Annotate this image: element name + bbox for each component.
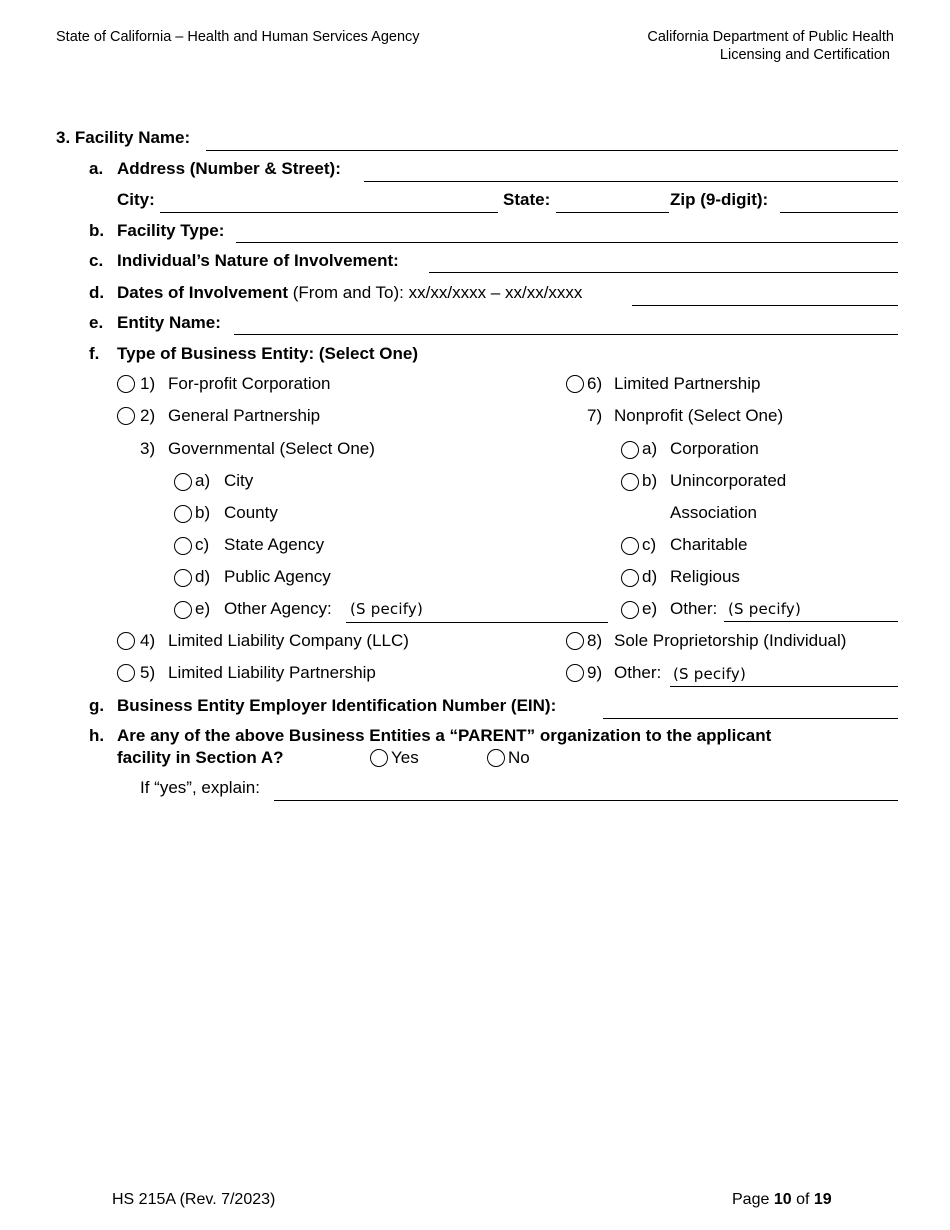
page-word: Page — [732, 1191, 770, 1208]
entity-name-field[interactable] — [234, 334, 898, 335]
ein-label: Business Entity Employer Identification Number (EIN): — [117, 696, 557, 715]
np-d-label: Religious — [670, 567, 740, 586]
zip-field[interactable] — [780, 212, 898, 213]
option-9-label: Other: — [614, 663, 662, 682]
gov-d-letter: d) — [195, 567, 211, 586]
np-d-letter: d) — [642, 567, 658, 586]
radio-gov-state-agency[interactable] — [174, 537, 192, 555]
radio-np-religious[interactable] — [621, 569, 639, 587]
gov-e-label: Other Agency: — [224, 599, 332, 618]
other-entity-field[interactable] — [670, 686, 898, 687]
np-a-letter: a) — [642, 439, 658, 458]
address-field[interactable] — [364, 181, 898, 182]
radio-other-entity[interactable] — [566, 664, 584, 682]
dates-of-involvement-field[interactable] — [632, 305, 898, 306]
radio-np-charitable[interactable] — [621, 537, 639, 555]
radio-gov-county[interactable] — [174, 505, 192, 523]
address-label: Address (Number & Street): — [117, 159, 341, 178]
parent-no-label: No — [508, 748, 530, 767]
np-b-label: Unincorporated — [670, 471, 787, 490]
radio-gov-other-agency[interactable] — [174, 601, 192, 619]
option-1-label: For-profit Corporation — [168, 374, 331, 393]
dates-label-bold: Dates of Involvement — [117, 283, 288, 302]
state-label: State: — [503, 190, 551, 209]
np-b-label-line2: Association — [670, 503, 757, 522]
dates-of-involvement-label — [117, 284, 582, 301]
radio-llc[interactable] — [117, 632, 135, 650]
option-7-label: Nonprofit (Select One) — [614, 406, 784, 425]
of-word: of — [796, 1191, 810, 1208]
gov-d-label: Public Agency — [224, 567, 331, 586]
zip-label: Zip (9-digit): — [670, 190, 769, 209]
option-2-num: 2) — [140, 406, 156, 425]
option-7-num: 7) — [587, 406, 603, 425]
gov-c-label: State Agency — [224, 535, 325, 554]
business-entity-type-label: Type of Business Entity: (Select One) — [117, 344, 419, 363]
gov-e-letter: e) — [195, 599, 211, 618]
option-3-label: Governmental (Select One) — [168, 439, 375, 458]
facility-name-field[interactable] — [206, 150, 898, 151]
dates-label-rest: (From and To): xx/xx/xxxx – xx/xx/xxxx — [292, 283, 583, 302]
option-5-label: Limited Liability Partnership — [168, 663, 376, 682]
np-a-label: Corporation — [670, 439, 759, 458]
nature-of-involvement-field[interactable] — [429, 272, 898, 273]
option-4-num: 4) — [140, 631, 156, 650]
radio-for-profit-corporation[interactable] — [117, 375, 135, 393]
gov-a-letter: a) — [195, 471, 211, 490]
header-department: California Department of Public Health — [647, 29, 894, 45]
radio-np-corporation[interactable] — [621, 441, 639, 459]
parent-yes-label: Yes — [391, 748, 419, 767]
explain-field[interactable] — [274, 800, 898, 801]
ein-field[interactable] — [603, 718, 898, 719]
np-other-placeholder: (S pecify) — [728, 600, 802, 618]
option-8-label: Sole Proprietorship (Individual) — [614, 631, 847, 650]
city-field[interactable] — [160, 212, 498, 213]
page-number — [732, 1192, 832, 1208]
parent-question-line1: Are any of the above Business Entities a “PARENT” organization to the applicant — [117, 726, 772, 745]
option-6-num: 6) — [587, 374, 603, 393]
city-label: City: — [117, 190, 155, 209]
gov-b-label: County — [224, 503, 278, 522]
np-b-letter: b) — [642, 471, 658, 490]
radio-parent-no[interactable] — [487, 749, 505, 767]
np-c-letter: c) — [642, 535, 657, 554]
radio-limited-partnership[interactable] — [566, 375, 584, 393]
radio-general-partnership[interactable] — [117, 407, 135, 425]
header-agency: State of California – Health and Human Services Agency — [56, 29, 420, 45]
page-current: 10 — [773, 1191, 792, 1208]
gov-b-letter: b) — [195, 503, 211, 522]
item-f-marker: f. — [89, 344, 100, 363]
facility-type-field[interactable] — [236, 242, 898, 243]
radio-sole-proprietorship[interactable] — [566, 632, 584, 650]
option-5-num: 5) — [140, 663, 156, 682]
item-g-marker: g. — [89, 696, 105, 715]
nature-of-involvement-label: Individual’s Nature of Involvement: — [117, 251, 399, 270]
np-c-label: Charitable — [670, 535, 748, 554]
option-3-num: 3) — [140, 439, 156, 458]
radio-np-unincorporated-association[interactable] — [621, 473, 639, 491]
state-field[interactable] — [556, 212, 669, 213]
radio-gov-public-agency[interactable] — [174, 569, 192, 587]
other-agency-placeholder: (S pecify) — [350, 600, 424, 618]
other-entity-placeholder: (S pecify) — [673, 665, 747, 683]
option-4-label: Limited Liability Company (LLC) — [168, 631, 409, 650]
radio-gov-city[interactable] — [174, 473, 192, 491]
radio-llp[interactable] — [117, 664, 135, 682]
radio-parent-yes[interactable] — [370, 749, 388, 767]
gov-a-label: City — [224, 471, 254, 490]
option-1-num: 1) — [140, 374, 156, 393]
radio-np-other[interactable] — [621, 601, 639, 619]
other-agency-field[interactable] — [346, 622, 608, 623]
np-e-label: Other: — [670, 599, 718, 618]
form-id: HS 215A (Rev. 7/2023) — [112, 1191, 276, 1208]
facility-type-label: Facility Type: — [117, 221, 225, 240]
item-e-marker: e. — [89, 313, 104, 332]
item-d-marker: d. — [89, 283, 105, 302]
item-c-marker: c. — [89, 251, 104, 270]
option-9-num: 9) — [587, 663, 603, 682]
item-a-marker: a. — [89, 159, 104, 178]
explain-label: If “yes”, explain: — [140, 778, 260, 797]
parent-question-line2: facility in Section A? — [117, 748, 284, 767]
option-6-label: Limited Partnership — [614, 374, 761, 393]
np-e-letter: e) — [642, 599, 658, 618]
np-other-field[interactable] — [724, 621, 898, 622]
item-b-marker: b. — [89, 221, 105, 240]
gov-c-letter: c) — [195, 535, 210, 554]
header-division: Licensing and Certification — [719, 47, 890, 63]
entity-name-label: Entity Name: — [117, 313, 221, 332]
facility-name-label: 3. Facility Name: — [56, 128, 191, 147]
option-8-num: 8) — [587, 631, 603, 650]
page-total: 19 — [813, 1191, 832, 1208]
option-2-label: General Partnership — [168, 406, 321, 425]
item-h-marker: h. — [89, 726, 105, 745]
